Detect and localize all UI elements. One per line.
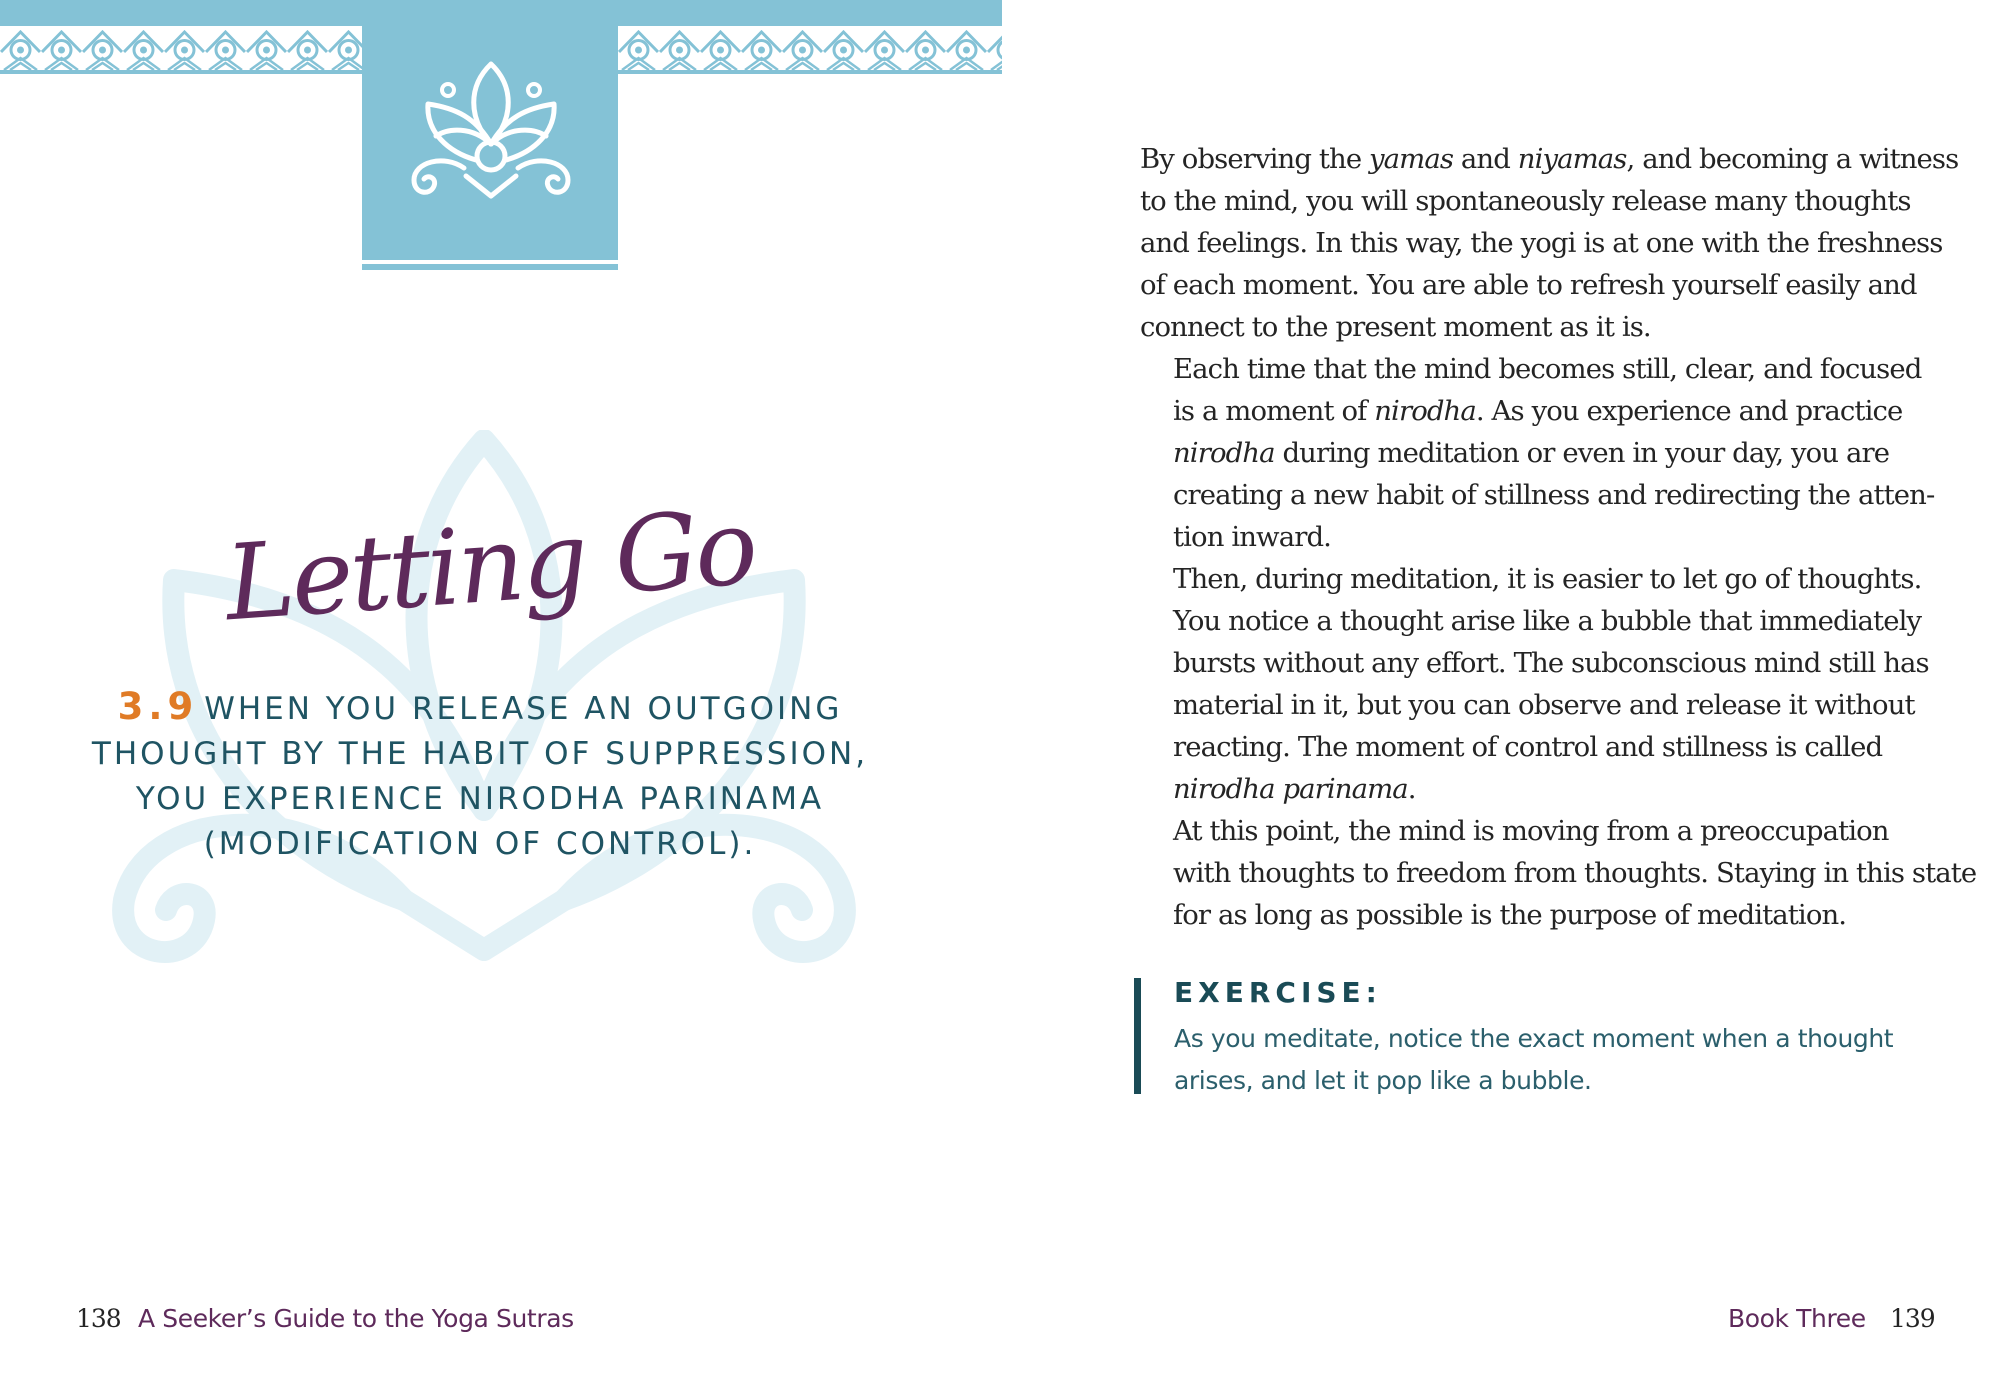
exercise-text bbox=[1174, 1018, 1914, 1102]
text-run: to the mind, you will spontaneously release many thoughts bbox=[1140, 185, 1911, 217]
text-run: . bbox=[1407, 773, 1416, 805]
exercise-line: arises, and let it pop like a bubble. bbox=[1174, 1066, 1592, 1095]
body-paragraph bbox=[1140, 138, 1959, 348]
text-run: . As you experience and practice bbox=[1475, 395, 1903, 427]
exercise-heading: EXERCISE: bbox=[1174, 976, 1382, 1009]
exercise-line: As you meditate, notice the exact moment when a thought bbox=[1174, 1024, 1894, 1053]
text-run: with thoughts to freedom from thoughts. Staying in this state bbox=[1173, 857, 1977, 889]
body-line bbox=[1140, 432, 1920, 474]
body-line bbox=[1140, 474, 1935, 516]
body-line bbox=[1140, 768, 1920, 810]
body-line bbox=[1140, 558, 1920, 600]
text-run: You notice a thought arise like a bubble that immediately bbox=[1173, 605, 1922, 637]
sutra-text bbox=[80, 684, 880, 867]
body-line bbox=[1140, 642, 1929, 684]
text-run: material in it, but you can observe and release it without bbox=[1173, 689, 1915, 721]
sutra-number: 3.9 bbox=[117, 685, 199, 728]
ornamental-border-left bbox=[0, 26, 362, 76]
body-line bbox=[1140, 306, 1920, 348]
italic-term: nirodha bbox=[1374, 395, 1476, 427]
text-run: reacting. The moment of control and stillness is called bbox=[1173, 731, 1883, 763]
body-line bbox=[1140, 390, 1920, 432]
page-number-left: 138 bbox=[76, 1304, 121, 1333]
sutra-line: YOU EXPERIENCE NIRODHA PARINAMA bbox=[135, 781, 825, 817]
page-number-right: 139 bbox=[1890, 1304, 1935, 1333]
italic-term: yamas bbox=[1369, 143, 1454, 175]
body-line bbox=[1140, 684, 1920, 726]
body-line bbox=[1140, 348, 1920, 390]
body-paragraph bbox=[1140, 558, 1929, 810]
body-line bbox=[1140, 264, 1920, 306]
lotus-icon bbox=[396, 56, 586, 206]
text-run: during meditation or even in your day, you are bbox=[1274, 437, 1890, 469]
chapter-title: Letting Go bbox=[221, 485, 759, 645]
body-line bbox=[1140, 222, 1943, 264]
sutra-line: (MODIFICATION OF CONTROL). bbox=[203, 826, 757, 862]
body-line bbox=[1140, 138, 1959, 180]
body-line bbox=[1140, 810, 1920, 852]
text-run: tion inward. bbox=[1173, 521, 1331, 553]
running-head-section: Book Three bbox=[1728, 1304, 1866, 1333]
italic-term: nirodha parinama bbox=[1173, 773, 1408, 805]
text-run: of each moment. You are able to refresh yourself easily and bbox=[1140, 269, 1917, 301]
sutra-line: THOUGHT BY THE HABIT OF SUPPRESSION, bbox=[91, 736, 869, 772]
exercise-rule bbox=[1134, 978, 1141, 1094]
exercise-callout bbox=[1134, 976, 1934, 1094]
italic-term: niyamas bbox=[1517, 143, 1627, 175]
text-run: , and becoming a witness bbox=[1626, 143, 1959, 175]
text-run: Then, during meditation, it is easier to let go of thoughts. bbox=[1173, 563, 1922, 595]
body-line bbox=[1140, 726, 1920, 768]
text-run: and feelings. In this way, the yogi is at one with the freshness bbox=[1140, 227, 1943, 259]
body-line bbox=[1140, 600, 1920, 642]
body-line bbox=[1140, 852, 1977, 894]
text-run: At this point, the mind is moving from a preoccupation bbox=[1173, 815, 1889, 847]
text-run: connect to the present moment as it is. bbox=[1140, 311, 1651, 343]
text-run: and bbox=[1453, 143, 1518, 175]
text-run: is a moment of bbox=[1173, 395, 1375, 427]
body-line bbox=[1140, 180, 1920, 222]
body-paragraph bbox=[1140, 810, 1977, 936]
body-text bbox=[1140, 138, 1977, 936]
sutra-line: 3.9 WHEN YOU RELEASE AN OUTGOING bbox=[117, 685, 843, 728]
running-head-book-title: A Seeker’s Guide to the Yoga Sutras bbox=[138, 1304, 574, 1333]
text-run: for as long as possible is the purpose of meditation. bbox=[1173, 899, 1847, 931]
chapter-tab-rule bbox=[362, 264, 618, 270]
body-line bbox=[1140, 516, 1920, 558]
body-paragraph bbox=[1140, 348, 1935, 558]
text-run: bursts without any effort. The subconscious mind still has bbox=[1173, 647, 1929, 679]
text-run: Each time that the mind becomes still, clear, and focused bbox=[1173, 353, 1922, 385]
text-run: creating a new habit of stillness and redirecting the atten- bbox=[1173, 479, 1935, 511]
italic-term: nirodha bbox=[1173, 437, 1275, 469]
body-line bbox=[1140, 894, 1920, 936]
text-run: By observing the bbox=[1140, 143, 1370, 175]
ornamental-border-right bbox=[618, 26, 1002, 76]
